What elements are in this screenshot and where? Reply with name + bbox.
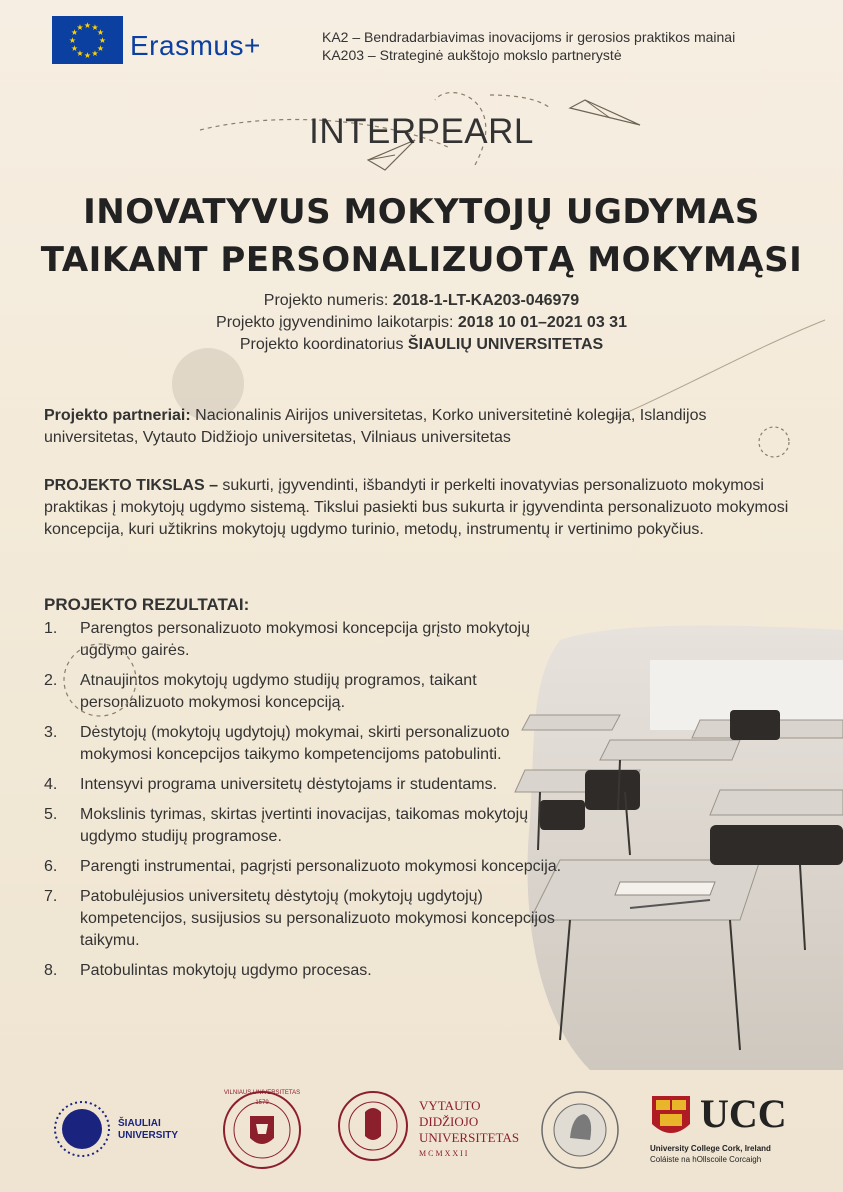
svg-text:★: ★ [91,49,99,58]
eu-flag-logo [52,16,123,64]
siauliai-university-logo [52,1094,187,1164]
project-coordinator: Projekto koordinatorius ŠIAULIŲ UNIVERSITETAS [239,336,604,353]
svg-text:★: ★ [83,21,92,30]
project-title-line2: TAIKANT PERSONALIZUOTĄ MOKYMĄSI [40,240,803,280]
vdu-line2: DIDŽIOJO [419,1114,479,1129]
ucc-line2: Coláiste na hOllscoile Corcaigh [650,1155,762,1164]
project-partners: Projekto partneriai: Nacionalinis Airijos universitetas, Korko universitetinė kolegija, Islandijos universitetas, Vytauto Didžiojo universitetas, Vilniaus universitetas [44,407,707,446]
vdu-roman: MCMXXII [419,1149,470,1158]
vdu-logo [337,1090,522,1170]
svg-text:★: ★ [76,23,84,32]
results-heading: PROJEKTO REZULTATAI: [44,595,250,614]
project-period: Projekto įgyvendinimo laikotarpis: 2018 10 01–2021 03 31 [216,314,627,331]
result-item: 3. Dėstytojų (mokytojų ugdytojų) mokymai, skirti personalizuoto mokymosi koncepcijos taikymo kompetencijoms patobulinti. [44,724,510,763]
project-title [0,188,843,284]
result-item: 1. Parengtos personalizuoto mokymosi koncepcija grįsto mokytojų ugdymo gairės. [44,620,530,659]
siauliai-line2: UNIVERSITY [118,1130,179,1141]
ka203-line: KA203 – Strateginė aukštojo mokslo partnerystė [322,47,622,63]
svg-text:★: ★ [91,23,99,32]
vdu-line1: VYTAUTO [419,1098,481,1113]
result-item: 8. Patobulintas mokytojų ugdymo procesas. [44,962,372,979]
svg-text:★: ★ [70,44,79,53]
project-number: Projekto numeris: 2018-1-LT-KA203-046979 [263,292,580,309]
ucc-abbr: UCC [700,1091,787,1136]
siauliai-circle-icon [52,1099,112,1159]
ucc-shield-icon [650,1094,692,1142]
svg-text:★: ★ [98,36,107,45]
ka-program-lines [322,28,735,64]
siauliai-line1: ŠIAULIAI [118,1118,161,1129]
svg-text:★: ★ [68,36,77,45]
svg-text:★: ★ [83,51,92,60]
svg-text:★: ★ [70,28,79,37]
project-title-line1: INOVATYVUS MOKYTOJŲ UGDYMAS [83,192,760,232]
result-item: 4. Intensyvi programa universitetų dėstytojams ir studentams. [44,776,498,793]
vu-ring-text: VILNIAUS UNIVERSITETAS [223,1090,301,1096]
ucc-logo [650,1091,800,1174]
iceland-seal-icon [538,1088,622,1172]
vdu-seal-icon [337,1090,409,1162]
svg-text:★: ★ [76,49,84,58]
ka2-line: KA2 – Bendradarbiavimas inovacijoms ir gerosios praktikos mainai [322,29,736,45]
vu-year: 1579 [255,1100,269,1106]
partner-logos [0,1080,843,1180]
svg-text:★: ★ [96,44,105,53]
result-item: 6. Parengti instrumentai, pagrįsti personalizuoto mokymosi koncepcija. [44,858,562,875]
result-item: 2. Atnaujintos mokytojų ugdymo studijų programos, taikant personalizuoto mokymosi koncepciją. [44,672,477,711]
ucc-line1: University College Cork, Ireland [650,1144,771,1153]
university-of-iceland-logo [538,1088,622,1172]
project-goal: PROJEKTO TIKSLAS – sukurti, įgyvendinti, išbandyti ir perkelti inovatyvias personalizuoto mokymosi praktikas į mokytojų ugdymo sistemą. Tikslui pasiekti bus sukurta ir įgyvendinta personalizuoto mokymosi koncepcija, kuri užtikrins mokytojų ugdymo turinio, metodų, instrumentų ir vertinimo pokyčius. [44,477,789,538]
eu-stars-icon [52,16,123,64]
dashed-circle-decoration [60,640,140,720]
erasmus-plus-wordmark: Erasmus+ [130,30,261,61]
vdu-line3: UNIVERSITETAS [419,1130,520,1145]
svg-text:★: ★ [96,28,105,37]
result-item: 5. Mokslinis tyrimas, skirtas įvertinti inovacijas, taikomas mokytojų ugdymo studijų programose. [44,806,529,845]
result-item: 7. Patobulėjusios universitetų dėstytojų (mokytojų ugdytojų) kompetencijos, susijusios su personalizuoto mokymosi koncepcijos taikymu. [44,888,555,949]
vilnius-university-logo [222,1088,302,1172]
project-acronym: INTERPEARL [309,112,534,151]
